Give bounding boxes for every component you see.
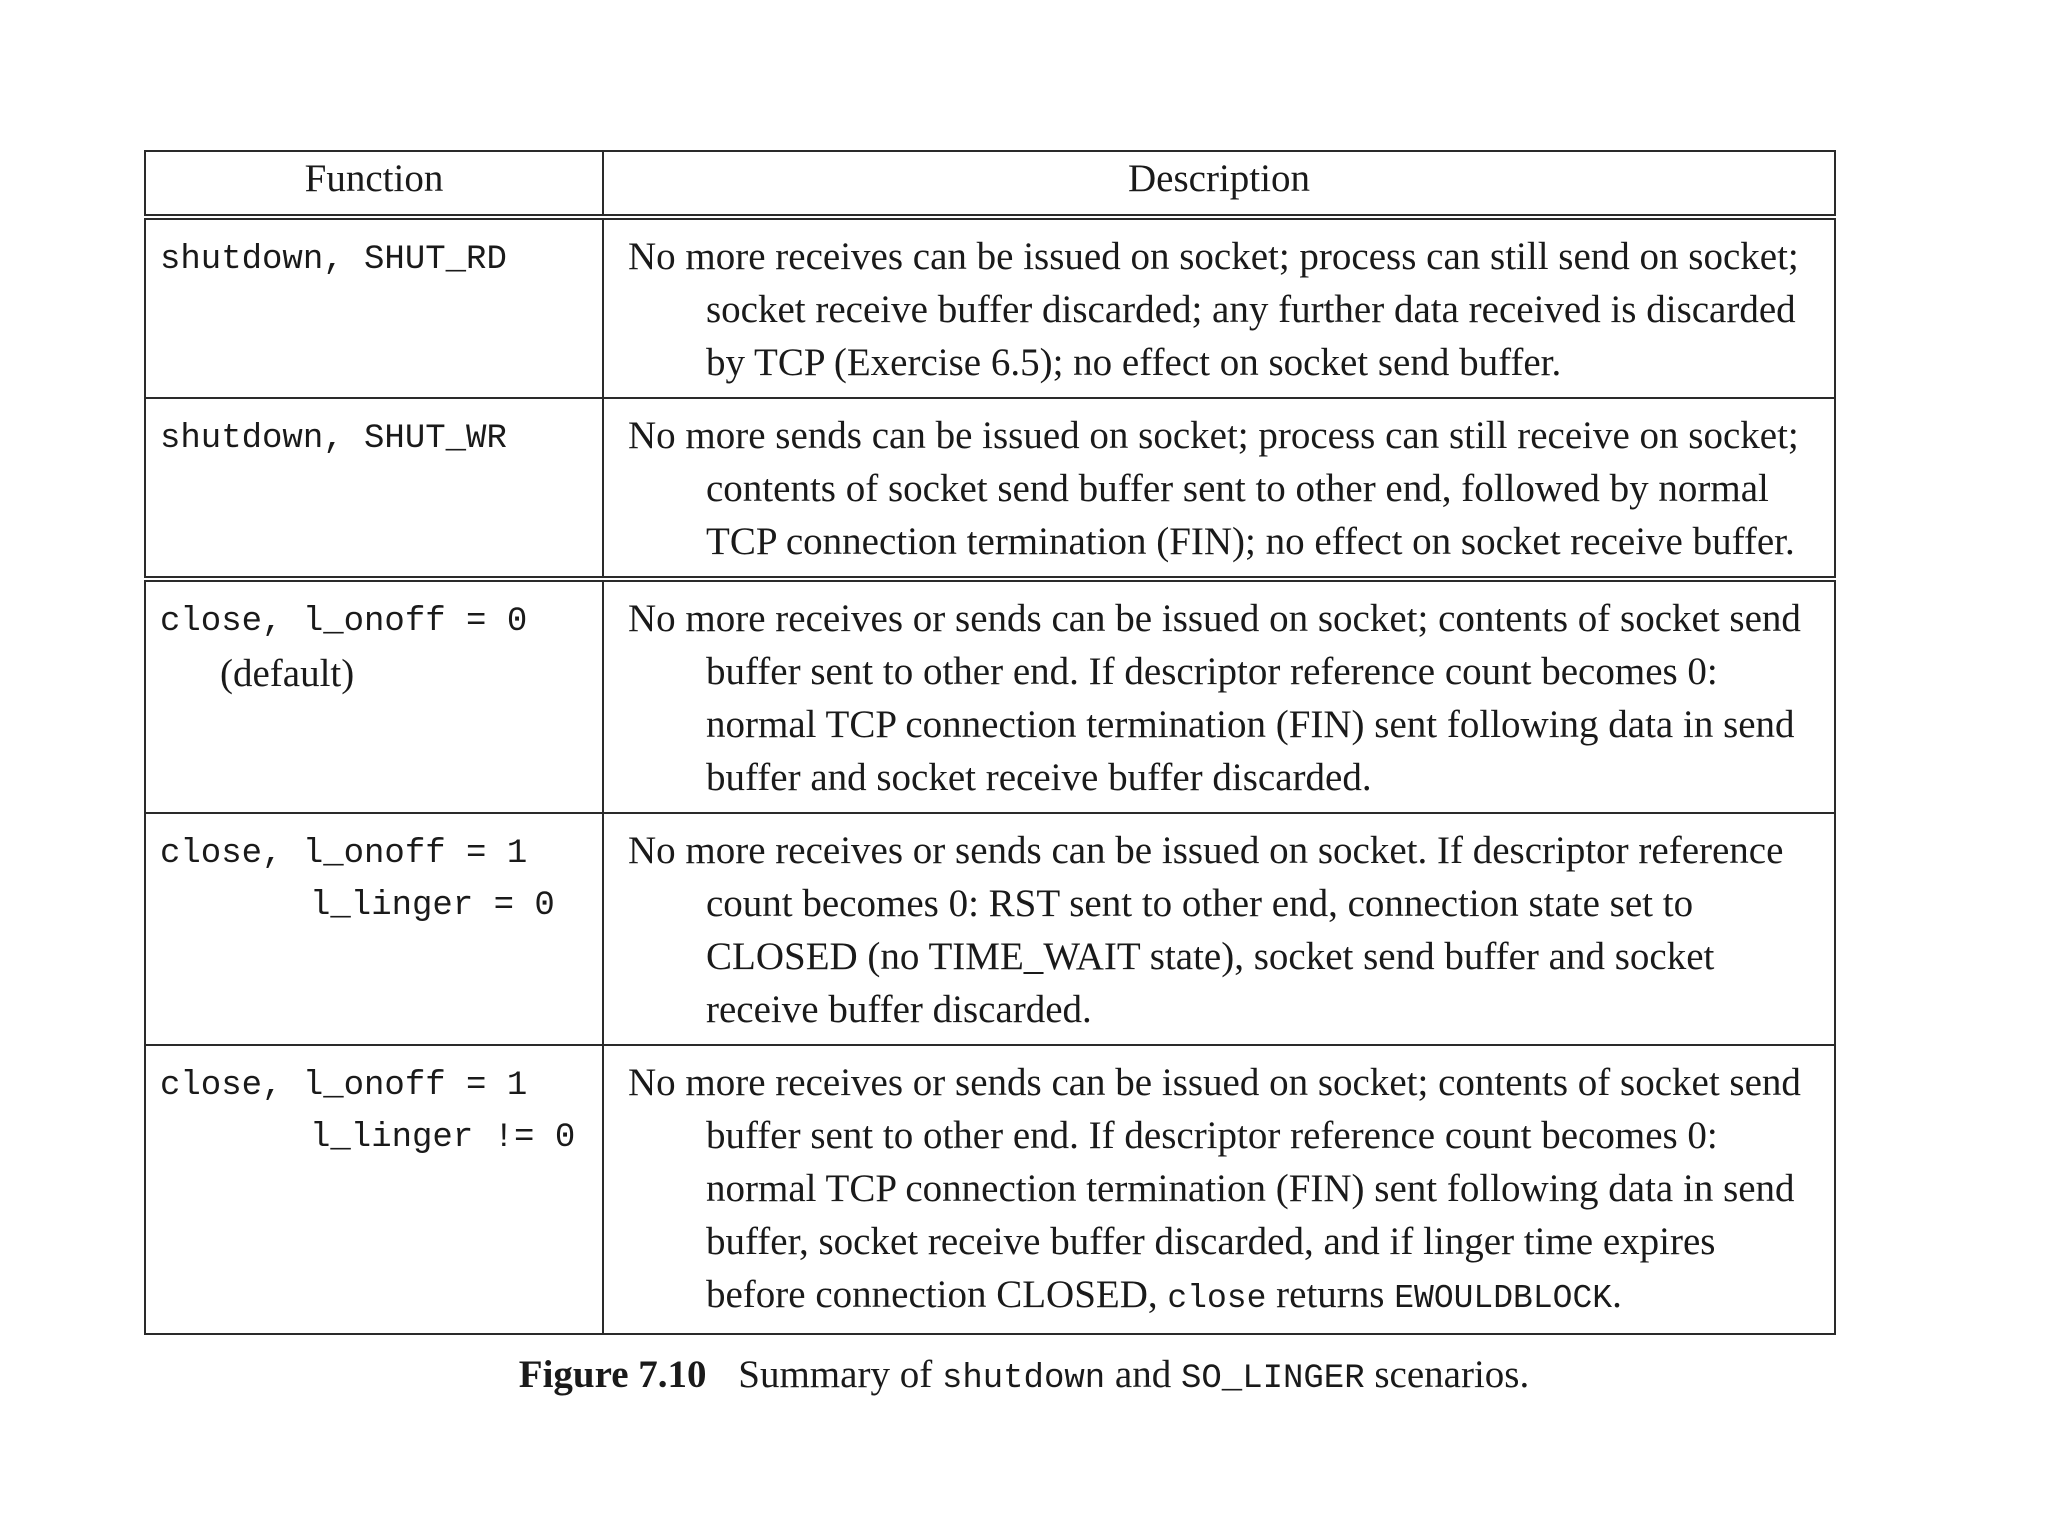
description-first-line: No more receives or sends can be issued on socket; contents of socket send <box>628 1061 1801 1104</box>
function-cell <box>145 579 603 813</box>
caption-text: Summary of <box>738 1353 933 1396</box>
caption-code-shutdown: shutdown <box>941 1360 1106 1398</box>
code-ewouldblock: EWOULDBLOCK <box>1394 1280 1613 1317</box>
description-cell <box>603 1045 1835 1334</box>
shutdown-linger-table <box>144 150 1836 1335</box>
table-row <box>145 813 1835 1045</box>
description-text: returns <box>1276 1273 1385 1316</box>
caption-text: and <box>1114 1353 1172 1396</box>
figure-caption <box>0 1352 2048 1398</box>
description-text: buffer sent to other end. If descriptor reference count becomes 0: normal TCP connection termination (FIN) sent following data in send buffer, socket receive buffer discarded, and if linger time expires before connection CLOSED, <box>706 1114 1795 1316</box>
function-cell <box>145 217 603 398</box>
function-code: close, l_onoff = 1 <box>160 835 528 873</box>
description-cell <box>603 217 1835 398</box>
column-header-description: Description <box>603 151 1835 217</box>
function-cell <box>145 398 603 579</box>
table-row <box>145 217 1835 398</box>
table-row <box>145 398 1835 579</box>
description-continuation <box>628 1109 1812 1325</box>
function-code: shutdown, SHUT_WR <box>160 420 507 458</box>
function-cell <box>145 813 603 1045</box>
function-note: (default) <box>220 652 355 695</box>
description-cell <box>603 579 1835 813</box>
description-first-line: No more receives or sends can be issued on socket; contents of socket send <box>628 597 1801 640</box>
description-text: . <box>1612 1273 1622 1316</box>
description-first-line: No more receives can be issued on socket; process can still send on socket; <box>628 235 1799 278</box>
description-continuation: contents of socket send buffer sent to other end, followed by normal TCP connection termination (FIN); no effect on socket receive buffer. <box>706 467 1795 563</box>
function-cell <box>145 1045 603 1334</box>
description-continuation: buffer sent to other end. If descriptor reference count becomes 0: normal TCP connection termination (FIN) sent following data in send buffer and socket receive buffer discarded. <box>706 650 1795 799</box>
column-header-function: Function <box>145 151 603 217</box>
description-cell <box>603 398 1835 579</box>
caption-code-so-linger: SO_LINGER <box>1180 1360 1365 1398</box>
figure-label: Figure 7.10 <box>518 1353 707 1396</box>
caption-text: scenarios. <box>1374 1353 1530 1396</box>
description-cell <box>603 813 1835 1045</box>
table-row <box>145 1045 1835 1334</box>
table-header-row <box>145 151 1835 217</box>
table-row <box>145 579 1835 813</box>
code-close: close <box>1167 1280 1267 1317</box>
function-code-continuation: l_linger = 0 <box>310 887 555 925</box>
function-code-continuation: l_linger != 0 <box>310 1119 576 1157</box>
description-continuation: count becomes 0: RST sent to other end, connection state set to CLOSED (no TIME_WAIT state), socket send buffer and socket receive buffer discarded. <box>706 882 1715 1031</box>
function-code: close, l_onoff = 1 <box>160 1067 528 1105</box>
function-code: close, l_onoff = 0 <box>160 603 528 641</box>
function-code: shutdown, SHUT_RD <box>160 241 507 279</box>
description-first-line: No more sends can be issued on socket; process can still receive on socket; <box>628 414 1799 457</box>
description-first-line: No more receives or sends can be issued on socket. If descriptor reference <box>628 829 1784 872</box>
description-continuation: socket receive buffer discarded; any further data received is discarded by TCP (Exercise 6.5); no effect on socket send buffer. <box>706 288 1796 384</box>
